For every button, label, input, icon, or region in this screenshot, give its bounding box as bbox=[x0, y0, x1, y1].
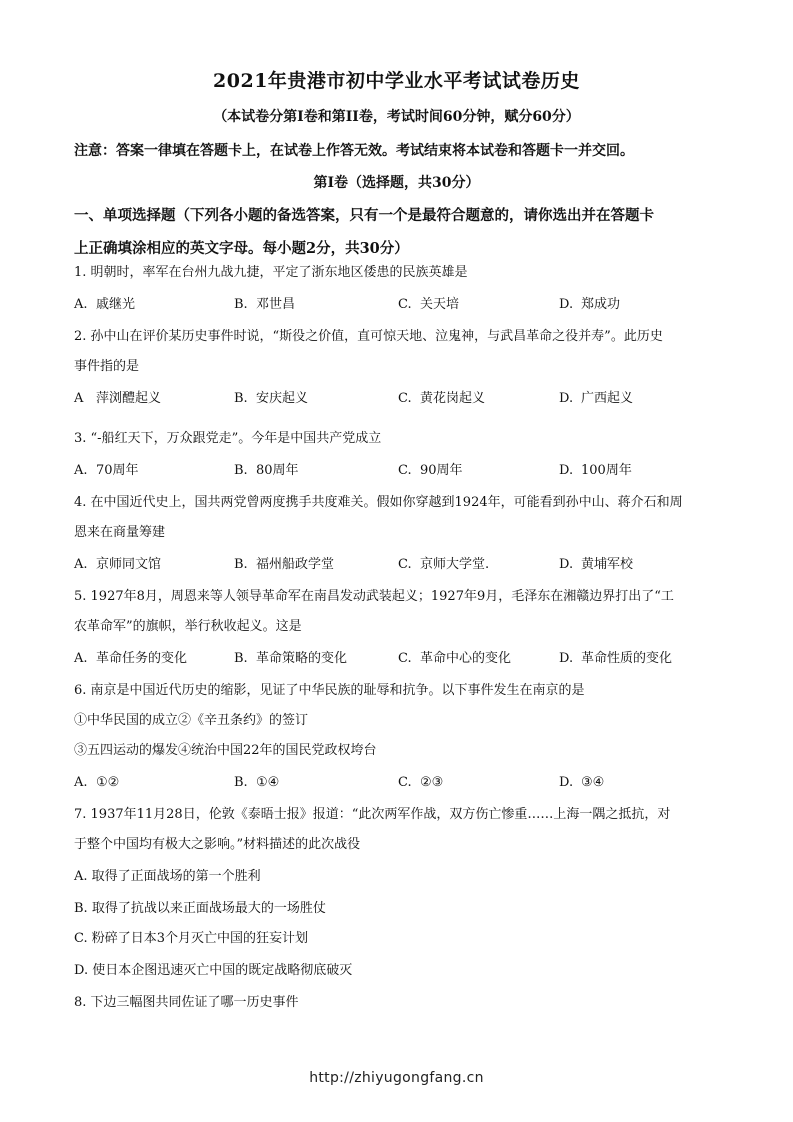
exam-subtitle: （本试卷分第Ⅰ卷和第II卷，考试时间60分钟，赋分60分） bbox=[213, 109, 580, 125]
option-a: A. 革命任务的变化 bbox=[74, 651, 188, 666]
question-7-option-a: A. 取得了正面战场的第一个胜利 bbox=[74, 869, 261, 884]
question-5-stem-line-2: 农革命军”的旗帜，举行秋收起义。这是 bbox=[74, 619, 302, 634]
option-d: D. 郑成功 bbox=[559, 297, 621, 312]
option-d: D. 黄埔军校 bbox=[559, 557, 634, 572]
part-heading-line-2: 上正确填涂相应的英文字母。每小题2分，共30分） bbox=[74, 240, 409, 257]
option-b: B. 福州船政学堂 bbox=[234, 557, 335, 572]
option-c: C. 90周年 bbox=[398, 463, 463, 478]
question-7-stem-line-1: 7. 1937年11月28日，伦敦《泰晤士报》报道：“此次两军作战，双方伤亡惨重……上海一隅之抵抗，对 bbox=[74, 807, 671, 822]
question-6-stem-line-1: 6. 南京是中国近代历史的缩影，见证了中华民族的耻辱和抗争。以下事件发生在南京的是 bbox=[74, 683, 585, 698]
question-2-options bbox=[74, 390, 724, 408]
option-c: C. 京师大学堂. bbox=[398, 557, 490, 572]
option-c: C. ②③ bbox=[398, 775, 444, 790]
option-b: B. 革命策略的变化 bbox=[234, 651, 348, 666]
option-a: A. 戚继光 bbox=[74, 297, 136, 312]
footer-url: http://zhiyugongfang.cn bbox=[309, 1070, 484, 1086]
option-b: B. 80周年 bbox=[234, 463, 299, 478]
question-2-stem-line-2: 事件指的是 bbox=[74, 359, 140, 374]
option-a: A 萍浏醴起义 bbox=[74, 391, 162, 406]
option-c: C. 黄花岗起义 bbox=[398, 391, 486, 406]
question-5-stem-line-1: 5. 1927年8月，周恩来等人领导革命军在南昌发动武装起义；1927年9月，毛泽东在湘赣边界打出了“工 bbox=[74, 589, 674, 604]
option-a: A. 京师同文馆 bbox=[74, 557, 162, 572]
option-b: B. 安庆起义 bbox=[234, 391, 309, 406]
question-7-option-c: C. 粉碎了日本3个月灭亡中国的狂妄计划 bbox=[74, 931, 309, 946]
question-6-stem-line-2: ①中华民国的成立②《辛丑条约》的签订 bbox=[74, 713, 309, 728]
question-6-options bbox=[74, 774, 724, 792]
question-7-option-b: B. 取得了抗战以来正面战场最大的一场胜仗 bbox=[74, 901, 326, 916]
question-6-stem-line-3: ③五四运动的爆发④统治中国22年的国民党政权垮台 bbox=[74, 743, 377, 758]
option-d: D. 100周年 bbox=[559, 463, 632, 478]
option-d: D. ③④ bbox=[559, 775, 605, 790]
question-7-option-d: D. 使日本企图迅速灭亡中国的既定战略彻底破灭 bbox=[74, 963, 353, 978]
exam-note: 注意：答案一律填在答题卡上，在试卷上作答无效。考试结束将本试卷和答题卡一并交回。 bbox=[74, 143, 634, 159]
exam-title: 2021年贵港市初中学业水平考试试卷历史 bbox=[213, 70, 580, 92]
question-4-options bbox=[74, 556, 724, 574]
part-heading-line-1: 一、单项选择题（下列各小题的备选答案，只有一个是最符合题意的，请你选出并在答题卡 bbox=[74, 207, 654, 224]
question-1-options bbox=[74, 296, 724, 314]
option-b: B. ①④ bbox=[234, 775, 280, 790]
question-2-stem-line-1: 2. 孙中山在评价某历史事件时说，“斯役之价值，直可惊天地、泣鬼神，与武昌革命之役并寿”。此历史 bbox=[74, 329, 663, 344]
option-b: B. 邓世昌 bbox=[234, 297, 296, 312]
question-3-options bbox=[74, 462, 724, 480]
option-d: D. 革命性质的变化 bbox=[559, 651, 673, 666]
question-4-stem-line-1: 4. 在中国近代史上，国共两党曾两度携手共度难关。假如你穿越到1924年，可能看到孙中山、蒋介石和周 bbox=[74, 495, 683, 510]
section-heading: 第Ⅰ卷（选择题，共30分） bbox=[313, 175, 480, 191]
option-a: A. ①② bbox=[74, 775, 120, 790]
option-c: C. 革命中心的变化 bbox=[398, 651, 512, 666]
question-4-stem-line-2: 恩来在商量筹建 bbox=[74, 525, 166, 540]
option-a: A. 70周年 bbox=[74, 463, 139, 478]
question-8-stem: 8. 下边三幅图共同佐证了哪一历史事件 bbox=[74, 995, 299, 1010]
part-heading bbox=[74, 199, 724, 265]
option-c: C. 关天培 bbox=[398, 297, 460, 312]
question-1-stem: 1. 明朝时，率军在台州九战九捷，平定了浙东地区倭患的民族英雄是 bbox=[74, 265, 468, 280]
question-3-stem: 3. “-船红天下，万众跟党走”。今年是中国共产党成立 bbox=[74, 431, 382, 446]
option-d: D. 广西起义 bbox=[559, 391, 634, 406]
question-7-stem-line-2: 于整个中国均有极大之影响。”材料描述的此次战役 bbox=[74, 837, 361, 852]
question-5-options bbox=[74, 650, 724, 668]
